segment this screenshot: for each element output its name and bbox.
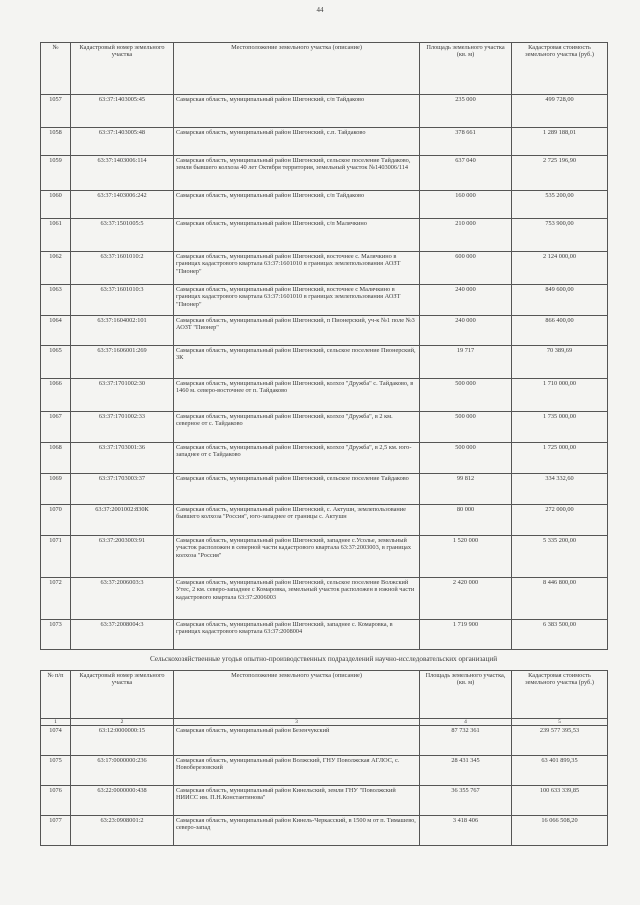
location-description: Самарская область, муниципальный район Безенчукский [174, 726, 420, 756]
table-row [41, 505, 608, 536]
cadastral-number: 63:37:1403006:242 [71, 191, 174, 219]
header-number: № п/п [41, 671, 71, 719]
table-row [41, 786, 608, 816]
table-row [41, 443, 608, 474]
cadastral-number: 63:37:2001002:830К [71, 505, 174, 536]
cadastral-number: 63:12:0000000:15 [71, 726, 174, 756]
area-value: 1 719 900 [420, 620, 512, 650]
location-description: Самарская область, муниципальный район Шигонский, сельское поселение Тайдаково, земли бывшего колхоза 40 лет Октября территория, земельный участок №1403006/114 [174, 156, 420, 191]
location-description: Самарская область, муниципальный район Волжский, ГНУ Поволжская АГЛОС, с. Новоберезовский [174, 756, 420, 786]
cadastral-value: 239 577 395,53 [512, 726, 608, 756]
area-value: 637 040 [420, 156, 512, 191]
location-description: Самарская область, муниципальный район Шигонский, с/п Малячкино [174, 219, 420, 252]
cadastral-value: 2 725 196,90 [512, 156, 608, 191]
cadastral-value: 499 728,00 [512, 95, 608, 128]
row-number: 1066 [41, 379, 71, 412]
cadastral-number: 63:37:2008004:3 [71, 620, 174, 650]
row-number: 1072 [41, 578, 71, 620]
row-number: 1057 [41, 95, 71, 128]
area-value: 2 420 000 [420, 578, 512, 620]
table-row [41, 756, 608, 786]
location-description: Самарская область, муниципальный район Шигонский, западнее с.Усолье, земельный участок расположен в северной части кадастрового квартала 63:37:2003003, в границах колхоза "Россия" [174, 536, 420, 578]
table-row [41, 474, 608, 505]
row-number: 1062 [41, 252, 71, 285]
row-number: 1071 [41, 536, 71, 578]
location-description: Самарская область, муниципальный район Шигонский, сельское поселение Тайдаково [174, 474, 420, 505]
row-number: 1076 [41, 786, 71, 816]
cadastral-number: 63:37:1703001:36 [71, 443, 174, 474]
cadastral-table-2 [40, 670, 608, 846]
header-area: Площадь земельного участка (кв. м) [420, 43, 512, 95]
area-value: 500 000 [420, 443, 512, 474]
table-row [41, 816, 608, 846]
table-row [41, 95, 608, 128]
cadastral-value: 5 335 200,00 [512, 536, 608, 578]
cadastral-number: 63:37:2003003:91 [71, 536, 174, 578]
table-row [41, 726, 608, 756]
row-number: 1060 [41, 191, 71, 219]
row-number: 1068 [41, 443, 71, 474]
area-value: 87 732 361 [420, 726, 512, 756]
location-description: Самарская область, муниципальный район Шигонский, колхоз "Дружба" с. Тайдаково, в 1460 м. северо-восточнее от п. Тайдаково [174, 379, 420, 412]
cadastral-number: 63:22:0000000:438 [71, 786, 174, 816]
cadastral-value: 1 710 000,00 [512, 379, 608, 412]
header-area: Площадь земельного участка, (кв. м) [420, 671, 512, 719]
header-value: Кадастровая стоимость земельного участка (руб.) [512, 43, 608, 95]
column-index: 4 [420, 719, 512, 726]
area-value: 240 000 [420, 316, 512, 346]
location-description: Самарская область, муниципальный район Шигонский, колхоз "Дружба", в 2 км. северное от с. Тайдаково [174, 412, 420, 443]
location-description: Самарская область, муниципальный район Шигонский, с/п Тайдаково [174, 95, 420, 128]
table-row [41, 191, 608, 219]
area-value: 19 717 [420, 346, 512, 379]
row-number: 1063 [41, 285, 71, 316]
area-value: 3 418 406 [420, 816, 512, 846]
location-description: Самарская область, муниципальный район Шигонский, с.п. Тайдаково [174, 128, 420, 156]
header-location: Местоположение земельного участка (описание) [174, 671, 420, 719]
cadastral-value: 8 446 800,00 [512, 578, 608, 620]
column-index: 3 [174, 719, 420, 726]
cadastral-value: 1 289 188,01 [512, 128, 608, 156]
row-number: 1073 [41, 620, 71, 650]
cadastral-number: 63:37:1701002:33 [71, 412, 174, 443]
location-description: Самарская область, муниципальный район Шигонский, восточнее с. Малячкино в границах кадастрового квартала 63:37:1601010 в границах землепользования АОЗТ "Пионер" [174, 252, 420, 285]
header-cadastral-number: Кадастровый номер земельного участка [71, 43, 174, 95]
cadastral-number: 63:37:1606001:269 [71, 346, 174, 379]
area-value: 80 000 [420, 505, 512, 536]
cadastral-number: 63:37:1403006:114 [71, 156, 174, 191]
area-value: 36 355 767 [420, 786, 512, 816]
cadastral-value: 16 066 508,20 [512, 816, 608, 846]
cadastral-number: 63:37:2006003:3 [71, 578, 174, 620]
cadastral-value: 2 124 000,00 [512, 252, 608, 285]
cadastral-value: 334 332,60 [512, 474, 608, 505]
location-description: Самарская область, муниципальный район Шигонский, восточнее с Малячкино в границах кадастрового квартала 63:37:1601010 в границах землепользования АОЗТ "Пионер" [174, 285, 420, 316]
cadastral-number: 63:23:0908001:2 [71, 816, 174, 846]
area-value: 500 000 [420, 379, 512, 412]
cadastral-value: 535 200,00 [512, 191, 608, 219]
cadastral-value: 6 383 500,00 [512, 620, 608, 650]
table-row [41, 578, 608, 620]
cadastral-value: 100 633 339,85 [512, 786, 608, 816]
row-number: 1077 [41, 816, 71, 846]
table-row [41, 346, 608, 379]
column-index-row [41, 719, 608, 726]
row-number: 1067 [41, 412, 71, 443]
area-value: 28 431 345 [420, 756, 512, 786]
cadastral-value: 272 000,00 [512, 505, 608, 536]
area-value: 378 661 [420, 128, 512, 156]
column-index: 5 [512, 719, 608, 726]
area-value: 235 000 [420, 95, 512, 128]
cadastral-table-1 [40, 42, 608, 650]
page-number: 44 [316, 6, 324, 14]
area-value: 600 000 [420, 252, 512, 285]
location-description: Самарская область, муниципальный район Шигонский, сельское поселение Волжский Утес, 2 км. северо-западнее с Комаровка, земельный участок расположен в южной части кадастрового квартала 63:37:2006003 [174, 578, 420, 620]
column-index: 1 [41, 719, 71, 726]
table-row [41, 620, 608, 650]
location-description: Самарская область, муниципальный район Кинельский, земли ГНУ "Поволжский НИИСС им. П.Н.Константинова" [174, 786, 420, 816]
column-index: 2 [71, 719, 174, 726]
header-number: № [41, 43, 71, 95]
row-number: 1061 [41, 219, 71, 252]
table-row [41, 156, 608, 191]
row-number: 1058 [41, 128, 71, 156]
area-value: 210 000 [420, 219, 512, 252]
area-value: 500 000 [420, 412, 512, 443]
table-header-row [41, 43, 608, 95]
cadastral-number: 63:37:1601010:2 [71, 252, 174, 285]
cadastral-value: 63 401 899,35 [512, 756, 608, 786]
cadastral-number: 63:37:1701002:30 [71, 379, 174, 412]
table-row [41, 219, 608, 252]
area-value: 1 520 000 [420, 536, 512, 578]
row-number: 1075 [41, 756, 71, 786]
row-number: 1070 [41, 505, 71, 536]
cadastral-value: 1 735 000,00 [512, 412, 608, 443]
location-description: Самарская область, муниципальный район Шигонский, сельское поселение Пионерский, 3К [174, 346, 420, 379]
cadastral-number: 63:37:1501005:5 [71, 219, 174, 252]
cadastral-value: 1 725 000,00 [512, 443, 608, 474]
row-number: 1059 [41, 156, 71, 191]
row-number: 1065 [41, 346, 71, 379]
row-number: 1074 [41, 726, 71, 756]
table-row [41, 536, 608, 578]
location-description: Самарская область, муниципальный район Шигонский, п Пионерский, уч-к №1 поле №3 АОЗТ "Пионер" [174, 316, 420, 346]
cadastral-number: 63:37:1403005:45 [71, 95, 174, 128]
cadastral-number: 63:37:1403005:48 [71, 128, 174, 156]
table-row [41, 379, 608, 412]
row-number: 1069 [41, 474, 71, 505]
header-cadastral-number: Кадастровый номер земельного участка [71, 671, 174, 719]
area-value: 99 812 [420, 474, 512, 505]
location-description: Самарская область, муниципальный район Шигонский, западнее с. Комаровка, в границах кадастрового квартала 63:37:2008004 [174, 620, 420, 650]
header-location: Местоположение земельного участка (описание) [174, 43, 420, 95]
cadastral-number: 63:37:1601010:3 [71, 285, 174, 316]
location-description: Самарская область, муниципальный район Шигонский, с. Актушн, землепользование бывшего колхоза "Россия", юго-западнее от границы с. Актушн [174, 505, 420, 536]
cadastral-value: 70 389,69 [512, 346, 608, 379]
header-value: Кадастровая стоимость земельного участка (руб.) [512, 671, 608, 719]
row-number: 1064 [41, 316, 71, 346]
cadastral-value: 849 600,00 [512, 285, 608, 316]
location-description: Самарская область, муниципальный район Шигонский, колхоз "Дружба", в 2,5 км. юго-западнее от с Тайдаково [174, 443, 420, 474]
location-description: Самарская область, муниципальный район Кинель-Черкасский, в 1500 м от п. Тимашево, северо-запад [174, 816, 420, 846]
table-row [41, 128, 608, 156]
cadastral-number: 63:37:1703003:37 [71, 474, 174, 505]
cadastral-number: 63:17:0000000:236 [71, 756, 174, 786]
area-value: 240 000 [420, 285, 512, 316]
table-row [41, 412, 608, 443]
table-row [41, 252, 608, 285]
cadastral-value: 866 400,00 [512, 316, 608, 346]
cadastral-number: 63:37:1604002:101 [71, 316, 174, 346]
table-row [41, 285, 608, 316]
table-header-row [41, 671, 608, 719]
cadastral-value: 753 900,00 [512, 219, 608, 252]
table-row [41, 316, 608, 346]
area-value: 160 000 [420, 191, 512, 219]
section-title: Сельскохозяйственные угодья опытно-производственных подразделений научно-исследовательских организаций [149, 655, 498, 663]
location-description: Самарская область, муниципальный район Шигонский, с/п Тайдаково [174, 191, 420, 219]
